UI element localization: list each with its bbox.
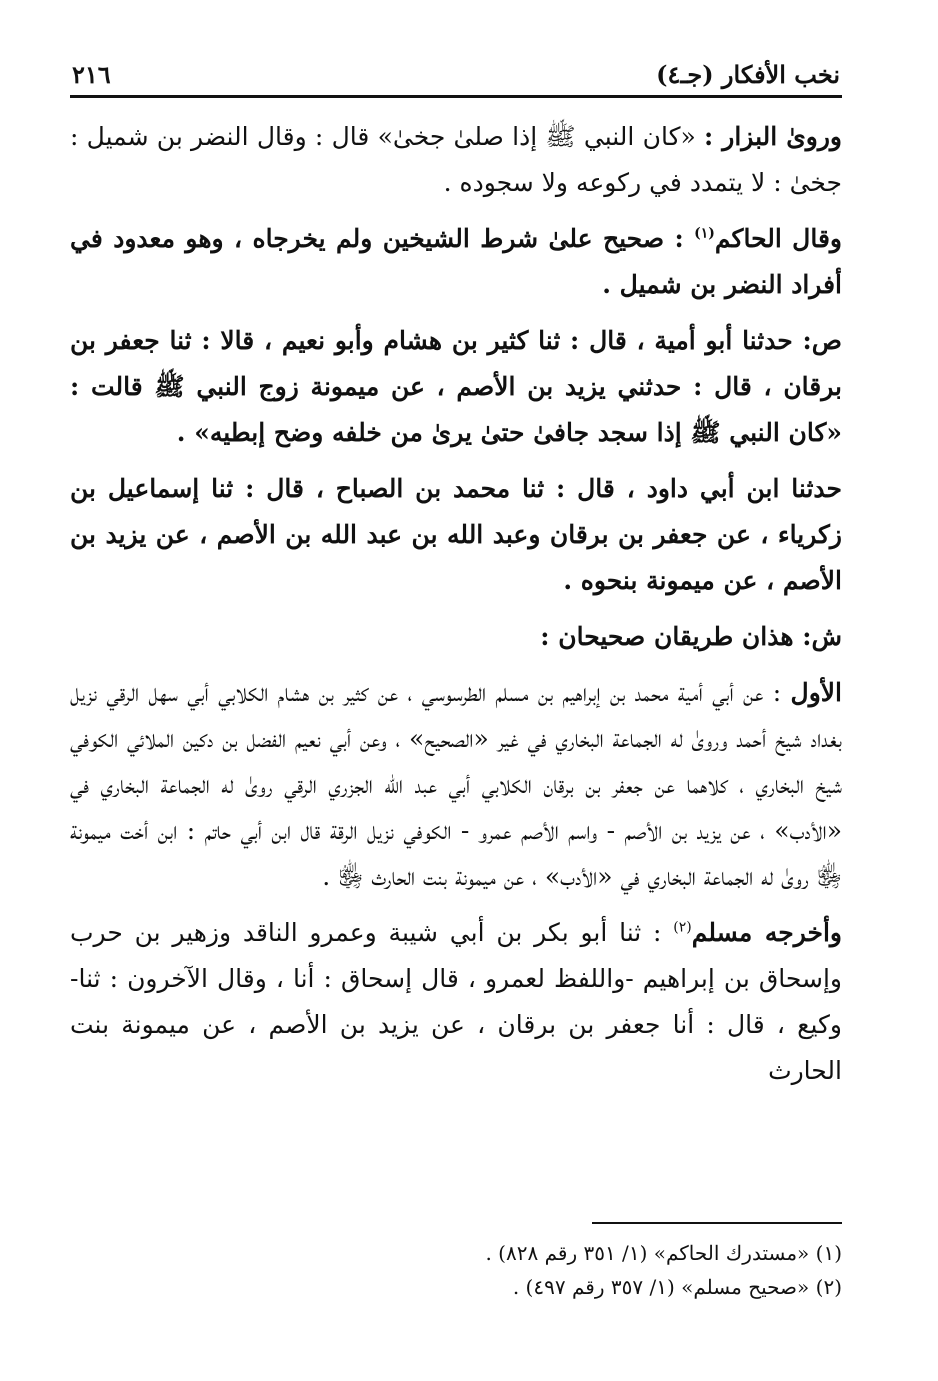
paragraph-lead: ش: [802, 622, 842, 651]
paragraph-text: حدثنا أبو أمية ، قال : ثنا كثير بن هشام وأبو نعيم ، قالا : ثنا جعفر بن برقان ، قال : حدثني يزيد بن الأصم ، عن ميمونة زوج النبي ﷺ قالت : «كان النبي ﷺ إذا سجد جافىٰ حتىٰ يرىٰ من خلفه وضح إبطيه» . [70, 326, 842, 447]
paragraph-text: : صحيح علىٰ شرط الشيخين ولم يخرجاه ، وهو معدود في أفراد النضر بن شميل . [70, 224, 842, 299]
body-text [70, 114, 842, 1094]
paragraph-lead: وروىٰ البزار : [704, 122, 842, 151]
paragraph-lead: وأخرجه مسلم [691, 918, 843, 947]
page-number: ٢١٦ [72, 60, 111, 89]
footnote-divider [592, 1222, 842, 1224]
paragraph-muslim [70, 910, 842, 1094]
running-header [70, 60, 842, 98]
paragraph-first-chain [70, 670, 842, 900]
paragraph-bazzar [70, 114, 842, 206]
book-page [70, 60, 843, 1299]
footnote-1: (١) «مستدرك الحاكم» (١/ ٣٥١ رقم ٨٢٨) . [485, 1241, 842, 1265]
footnote-2: (٢) «صحيح مسلم» (١/ ٣٥٧ رقم ٤٩٧) . [512, 1275, 842, 1299]
paragraph-text: : ثنا أبو بكر بن أبي شيبة وعمرو الناقد وزهير بن حرب وإسحاق بن إبراهيم -واللفظ لعمرو ، قال إسحاق : أنا ، وقال الآخرون : ثنا- وكيع ، قال : أنا جعفر بن برقان ، عن يزيد بن الأصم ، عن ميمونة بنت الحارث [70, 918, 843, 1085]
paragraph-ibn-abi-dawud [70, 466, 842, 604]
paragraph-lead: الأول [790, 678, 842, 707]
footnote-ref-2: (٢) [673, 919, 692, 936]
paragraph-text: حدثنا ابن أبي داود ، قال : ثنا محمد بن الصباح ، قال : ثنا إسماعيل بن زكرياء ، عن جعفر بن برقان وعبد الله بن عبد الله بن الأصم ، عن يزيد بن الأصم ، عن ميمونة بنحوه . [70, 474, 842, 595]
paragraph-shin-commentary [70, 614, 842, 660]
paragraph-text: : عن أبي أمية محمد بن إبراهيم بن مسلم الطرسوسي ، عن كثير بن هشام الكلابي أبي سهل الرقي نزيل بغداد شيخ أحمد وروىٰ له الجماعة البخاري في غير «الصحيح» ، وعن أبي نعيم الفضل بن دكين الملائي الكوفي شيخ البخاري ، كلاهما عن جعفر بن برقان الكلابي أبي عبد الله الجزري الرقي روىٰ له الجماعة البخاري في «الأدب» ، عن يزيد بن الأصم - واسم الأصم عمرو - الكوفي نزيل الرقة قال ابن أبي حاتم : ابن أخت ميمونة ﵂ روىٰ له الجماعة البخاري في «الأدب» ، عن ميمونة بنت الحارث ﵂ . [70, 678, 842, 891]
paragraph-text: «كان النبي ﷺ إذا صلىٰ جخىٰ» قال : وقال النضر بن شميل : جخىٰ : لا يتمدد في ركوعه ولا سجوده . [70, 122, 842, 197]
paragraph-lead: ص: [802, 326, 842, 355]
paragraph-hakim [70, 216, 842, 308]
paragraph-lead: وقال الحاكم [714, 224, 842, 253]
book-title: نخب الأفكار (جـ٤) [656, 60, 840, 89]
paragraph-sad-hadith [70, 318, 842, 456]
footnotes [70, 1222, 842, 1304]
footnote-ref-1: (١) [694, 225, 715, 242]
paragraph-text: هذان طريقان صحيحان : [540, 622, 803, 651]
